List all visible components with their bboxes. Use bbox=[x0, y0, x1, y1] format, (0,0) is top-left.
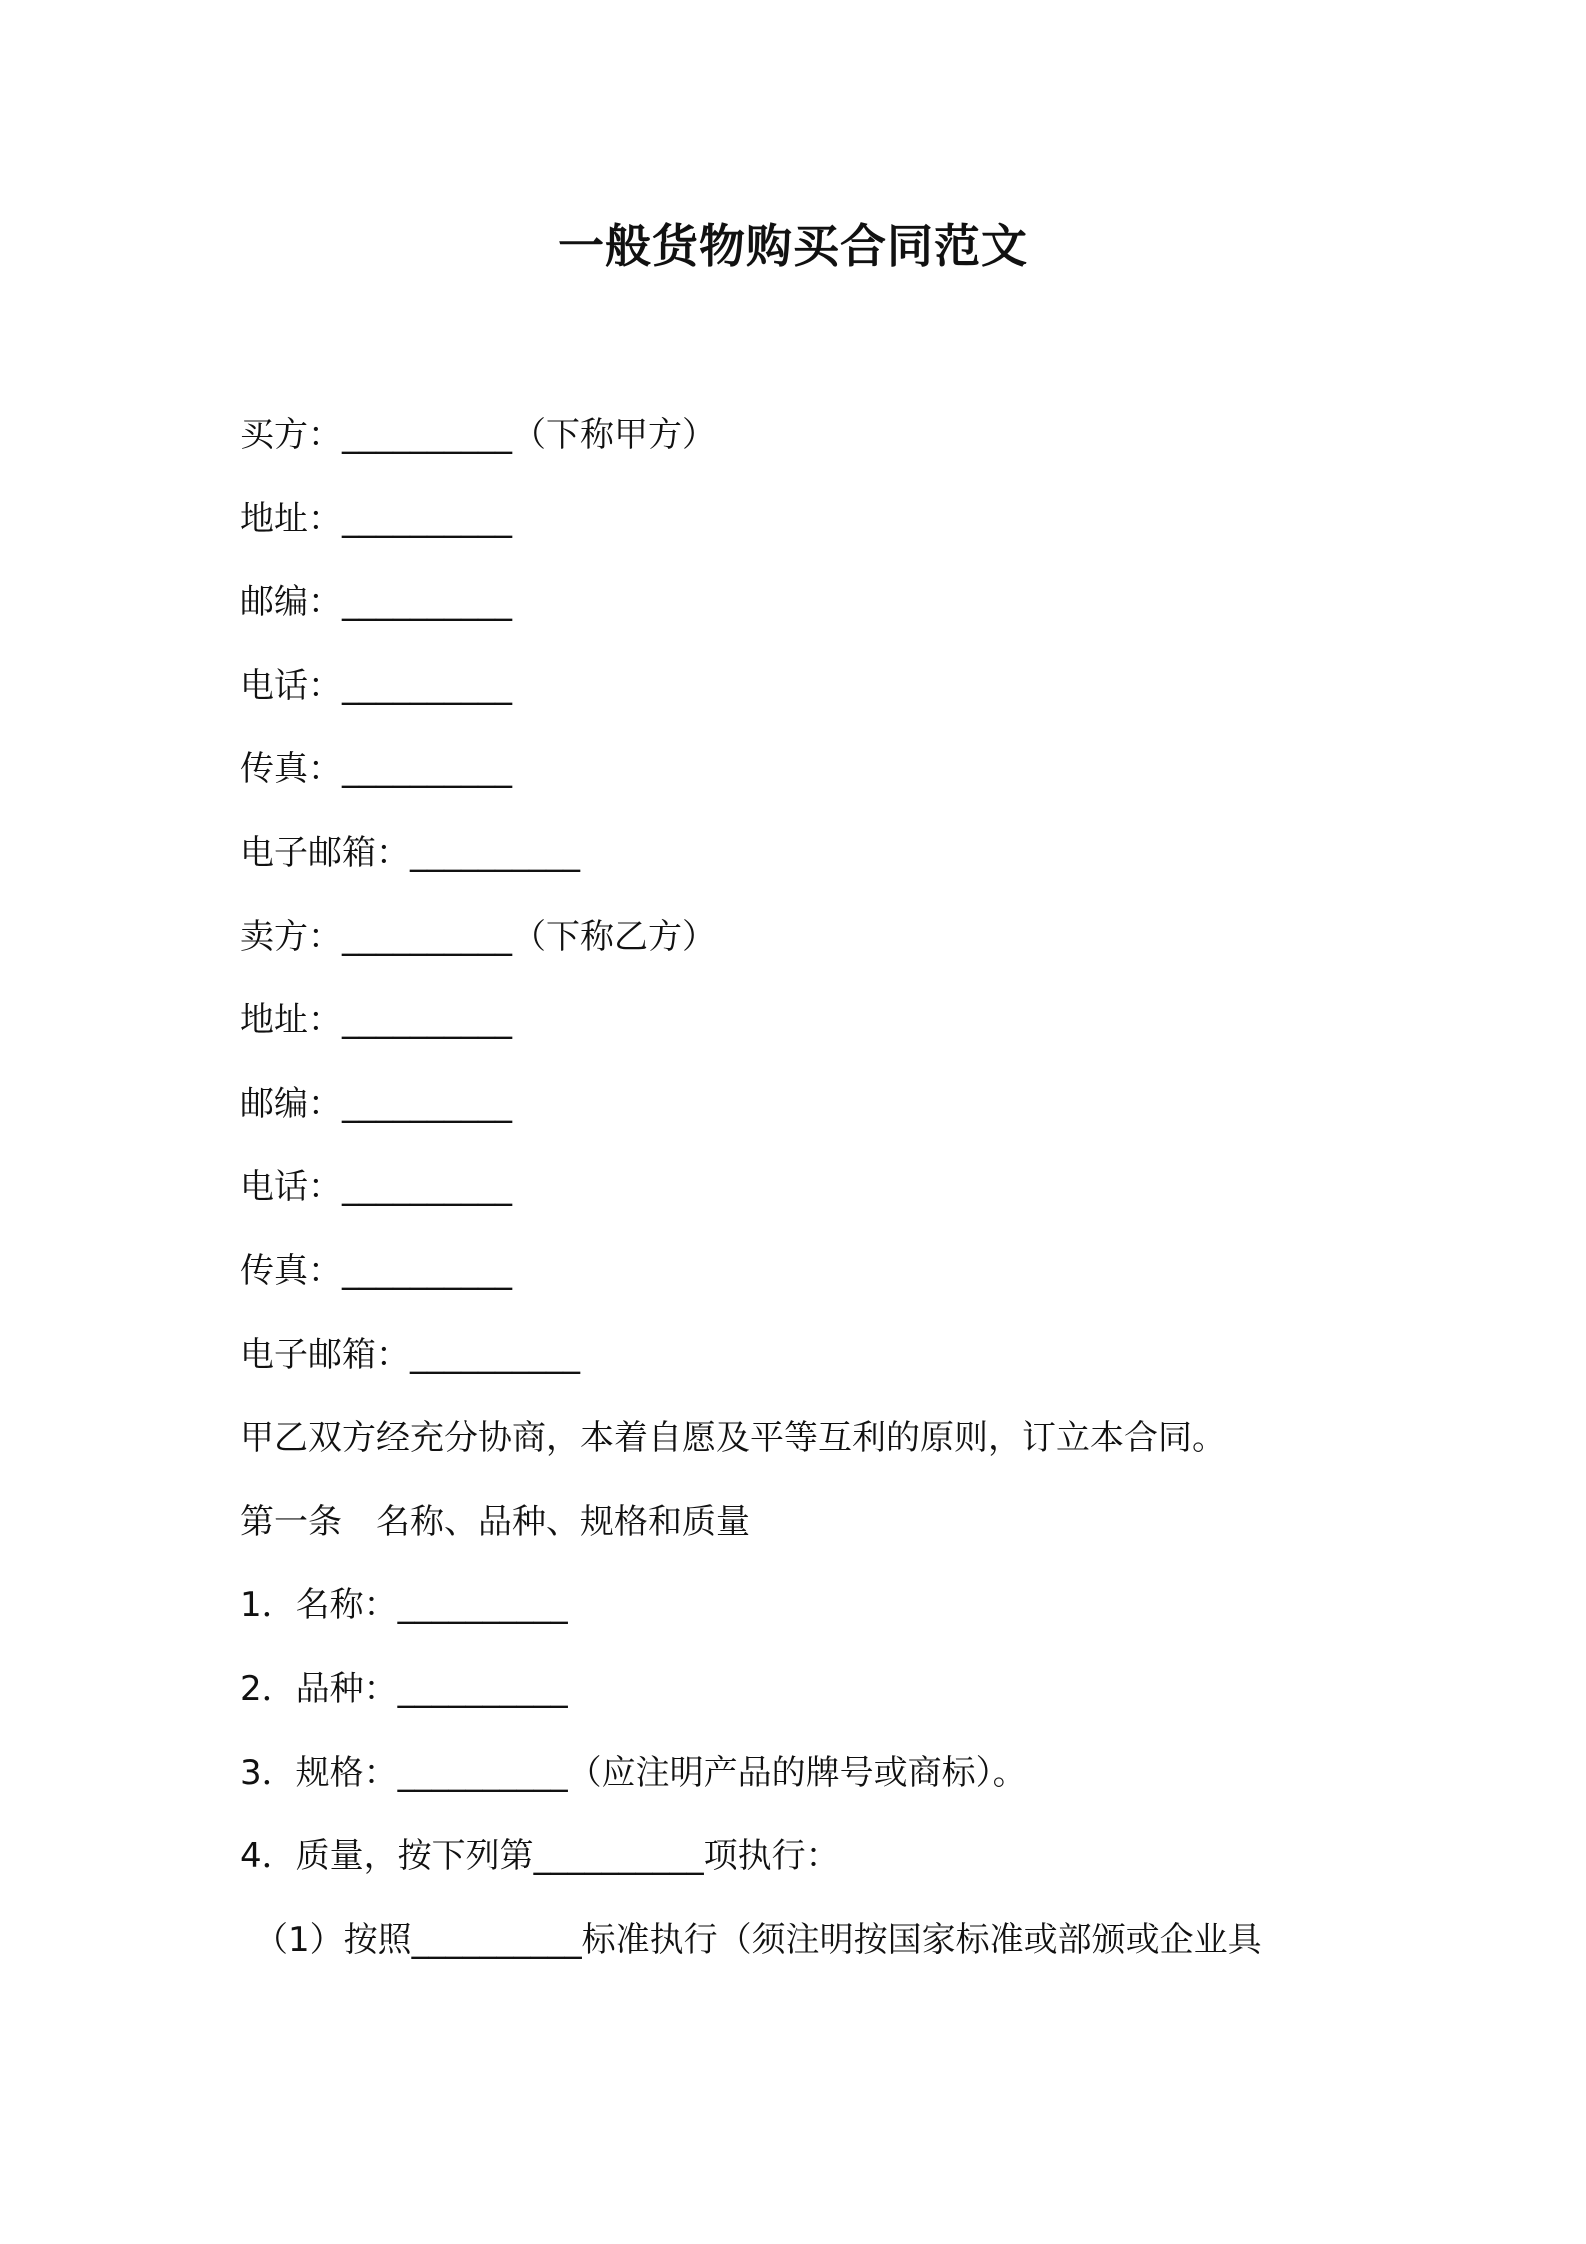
article-one-heading: 第一条 名称、品种、规格和质量 bbox=[240, 1501, 750, 1542]
seller-phone-line: 电话：__________ bbox=[240, 1167, 512, 1208]
buyer-email-line: 电子邮箱：__________ bbox=[240, 832, 580, 873]
quality-standard-line: （1）按照__________标准执行（须注明按国家标准或部颁或企业具 bbox=[254, 1919, 1262, 1960]
document-body bbox=[240, 408, 1400, 1996]
seller-line: 卖方：__________（下称乙方） bbox=[240, 916, 716, 957]
buyer-phone-line: 电话：__________ bbox=[240, 665, 512, 706]
buyer-address-line: 地址：__________ bbox=[240, 498, 512, 539]
document-title: 一般货物购买合同范文 bbox=[558, 219, 1028, 273]
buyer-line: 买方：__________（下称甲方） bbox=[240, 415, 716, 455]
item-specification-line: 3．规格：__________（应注明产品的牌号或商标）。 bbox=[240, 1752, 1027, 1793]
agreement-statement: 甲乙双方经充分协商，本着自愿及平等互利的原则，订立本合同。 bbox=[240, 1418, 1226, 1459]
seller-address-line: 地址：__________ bbox=[240, 1000, 512, 1041]
seller-fax-line: 传真：__________ bbox=[240, 1250, 512, 1291]
buyer-postcode-line: 邮编：__________ bbox=[240, 582, 512, 623]
buyer-fax-line: 传真：__________ bbox=[240, 749, 512, 790]
item-quality-line: 4．质量，按下列第__________项执行： bbox=[240, 1836, 840, 1877]
seller-email-line: 电子邮箱：__________ bbox=[240, 1334, 580, 1375]
item-variety-line: 2．品种：__________ bbox=[240, 1668, 568, 1709]
item-name-line: 1．名称：__________ bbox=[240, 1585, 568, 1626]
seller-postcode-line: 邮编：__________ bbox=[240, 1083, 512, 1124]
